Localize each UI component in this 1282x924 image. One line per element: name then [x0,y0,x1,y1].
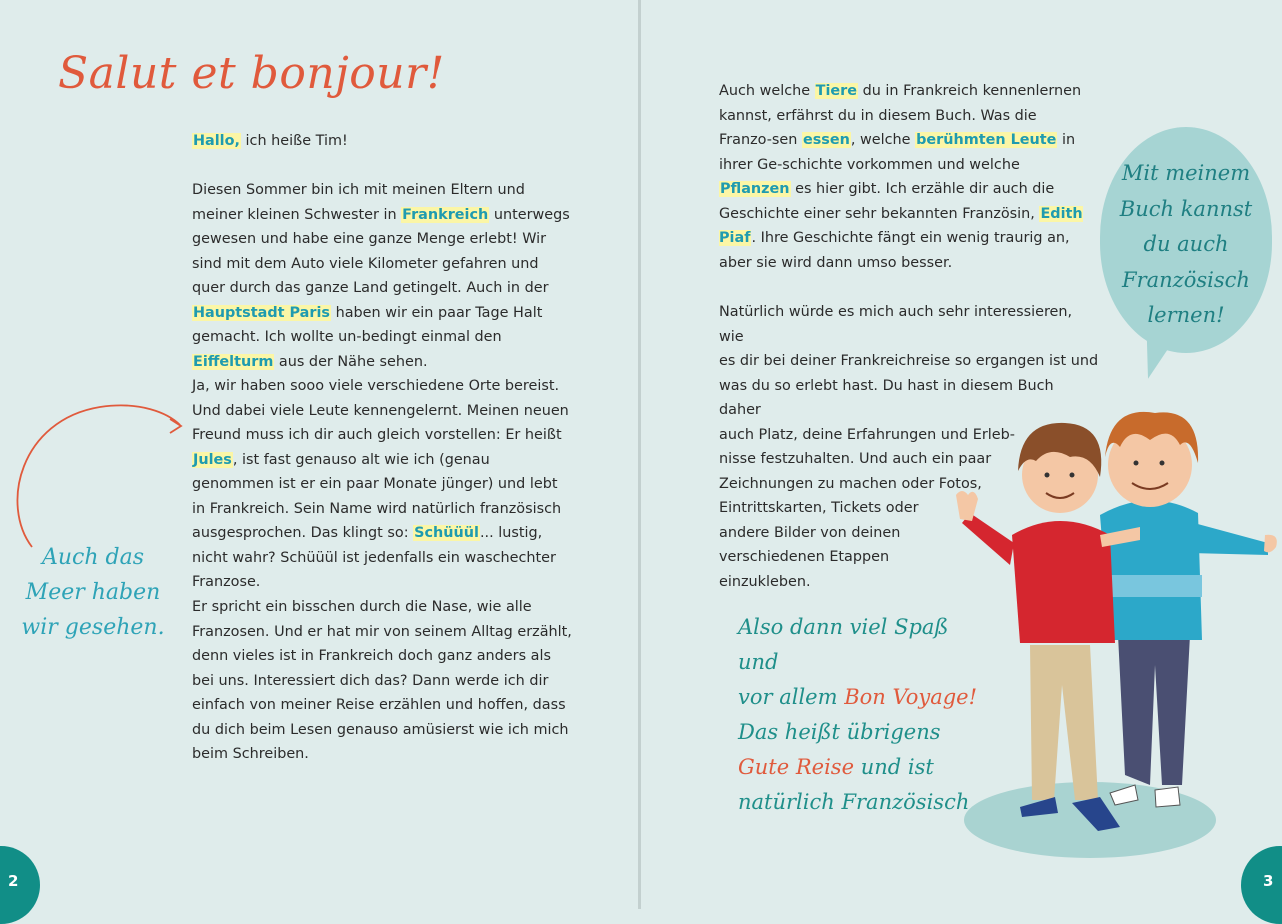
highlight-tiere: Tiere [815,83,858,99]
highlight-frankreich: Frankreich [402,206,489,223]
highlight-hallo: Hallo, [193,133,240,149]
closing-line: Das heißt übrigens [738,720,941,744]
paragraph-line: es dir bei deiner Frankreichreise so ergangen ist und [719,353,1099,369]
bubble-line: lernen! [1147,303,1225,327]
paragraph-line: verschiedenen Etappen [719,549,890,565]
highlight-jules: Jules [193,451,232,468]
bubble-line: Buch kannst [1119,196,1253,221]
highlight-schuul: Schüüül [414,525,479,541]
intro-paragraph [192,129,572,154]
side-note [18,540,168,645]
paragraph-line: einzukleben. [719,573,811,590]
highlight-beruehmte-leute: berühmten Leute [916,132,1057,148]
paragraph-text: unterwegs gewesen und habe eine ganze Menge erlebt! Wir sind mit dem Auto viele Kilometer gefahren und quer durch das ganze Land getingelt. Auch in der [192,206,570,296]
side-note-line: Auch das [41,545,145,570]
paragraph-text: , welche [850,132,916,148]
closing-text: und ist [854,755,934,779]
side-note-line: wir gesehen. [21,615,165,640]
closing-line [738,680,978,715]
paragraph-line: Natürlich würde es mich auch sehr interessieren, wie [719,304,1073,345]
paragraph-text: ... lustig, nicht wahr? Schüüül ist jedenfalls ein waschechter Franzose. [192,525,556,590]
summer-paragraph [192,178,572,374]
paragraph-line: nisse festzuhalten. Und auch ein paar [719,451,992,467]
closing-note [738,610,978,820]
closing-text: vor allem [738,685,845,709]
highlight-pflanzen: Pflanzen [720,181,790,197]
boys-illustration [950,395,1280,865]
paragraph-text: aus der Nähe sehen. [274,353,428,370]
paragraph-line: andere Bilder von deinen [719,524,901,541]
closing-line: Also dann viel Spaß und [738,615,949,674]
paragraph-text: es hier gibt. Ich erzähle dir auch die Geschichte einer sehr bekannten Französin, [719,181,1055,222]
page-title: Salut et bonjour! [58,48,445,99]
highlight-edith-piaf: Edith Piaf [719,205,1083,246]
paragraph-text: du in Frankreich kennenlernen kannst, erfährst du in diesem Buch. Was die Franzo-sen [719,83,1082,148]
bubble-line: Mit meinem [1121,161,1251,185]
highlight-essen: essen [802,132,850,148]
side-note-line: Meer haben [25,580,161,605]
page-number-text: 2 [8,872,19,890]
book-contents-paragraph [719,79,1084,275]
paragraph-text: Auch welche [719,83,815,99]
paragraph-text: haben wir ein paar Tage Halt gemacht. Ich wollte un-bedingt einmal den [192,304,543,345]
boy-tim-figure [956,423,1140,831]
closing-line: natürlich Französisch. [738,790,977,814]
paragraph-text: . Ihre Geschichte fängt ein wenig traurig an, aber sie wird dann umso besser. [719,230,1070,271]
paragraph-text: , ist fast genauso alt wie ich (genau genommen ist er ein paar Monate jünger) und lebt in Frankreich. Sein Name wird natürlich französisch ausgesprochen. Das klingt so: [192,451,562,541]
paragraph-line: was du so erlebt hast. Du hast in diesem Buch daher [719,377,1054,418]
speech-bubble-text [1112,156,1260,334]
jules-paragraph [192,374,572,595]
paragraph-text: Er spricht ein bisschen durch die Nase, wie alle Franzosen. Und er hat mir von seinem Alltag erzählt, denn vieles ist in Frankreich doch ganz anders als bei uns. Interessiert dich das? Dann werde ich dir einfach von meiner Reise erzählen und hoffen, dass du dich beim Lesen genauso amüsierst wie ich mich beim Schreiben. [192,599,572,762]
boy-jules-figure [1100,412,1277,807]
gute-reise-text: Gute Reise [738,755,855,779]
paragraph-line: auch Platz, deine Erfahrungen und Erleb- [719,426,1015,443]
paragraph-line: Eintrittskarten, Tickets oder [719,500,919,516]
paragraph-text: Diesen Sommer bin ich mit meinen Eltern und meiner kleinen Schwester in [192,182,525,223]
bon-voyage-text: Bon Voyage! [844,685,978,709]
book-fold [638,0,641,909]
bubble-line: Französisch [1122,267,1250,292]
paragraph-text: Ja, wir haben sooo viele verschiedene Orte bereist. Und dabei viele Leute kennengelernt. Meinen neuen Freund muss ich dir auch gleich vorstellen: Er heißt [192,378,569,443]
paragraph-text: in ihrer Ge-schichte vorkommen und welche [719,132,1076,173]
bubble-line: du auch [1143,232,1229,256]
highlight-eiffelturm: Eiffelturm [193,353,274,370]
alltag-paragraph [192,595,572,767]
paragraph-line: Zeichnungen zu machen oder Fotos, [719,475,982,492]
paragraph-text: ich heiße Tim! [240,133,348,149]
highlight-hauptstadt-paris: Hauptstadt Paris [193,304,330,321]
page-number-text: 3 [1263,872,1274,890]
closing-line [738,750,978,785]
